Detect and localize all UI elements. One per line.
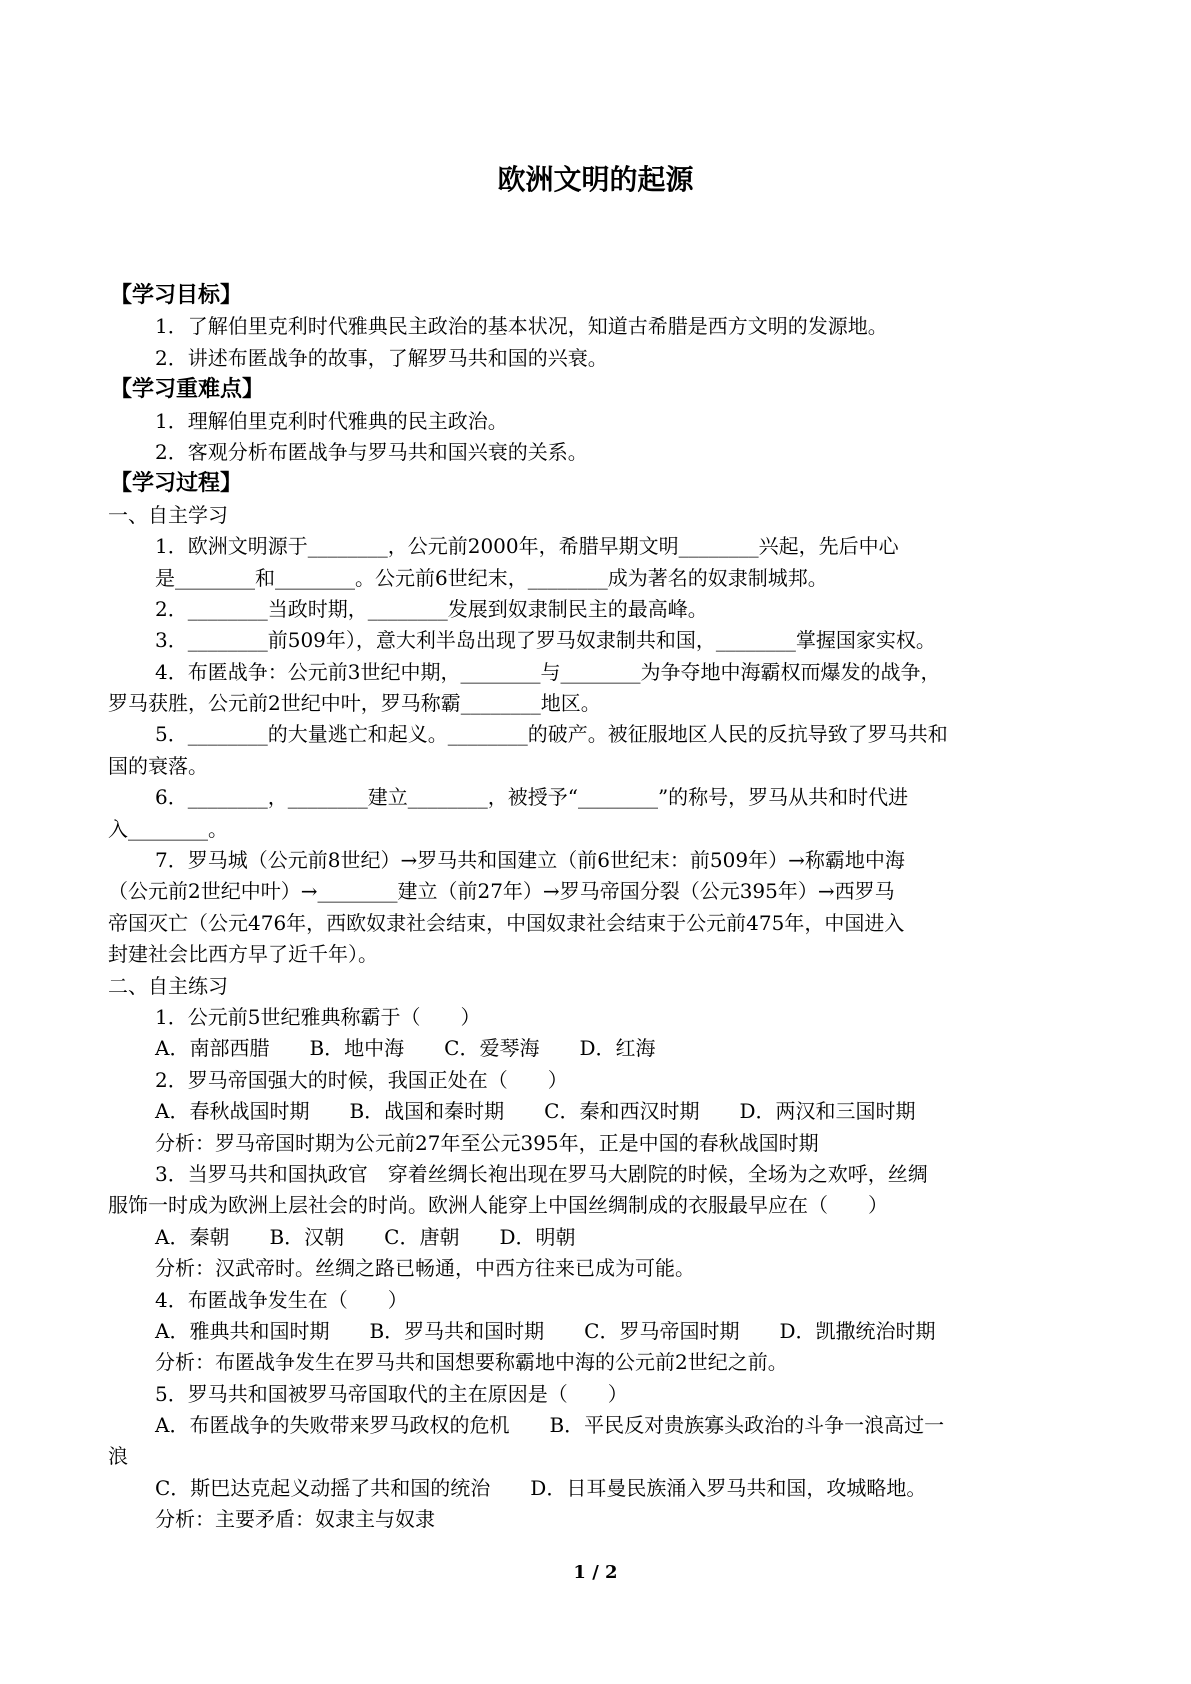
text-line: A．南部西腊 B．地中海 C．爱琴海 D．红海 xyxy=(155,1036,656,1061)
text-line: 3．________前509年），意大利半岛出现了罗马奴隶制共和国，________掌握国家实权。 xyxy=(155,628,936,653)
text-line: 2．罗马帝国强大的时候，我国正处在（ ） xyxy=(155,1067,568,1092)
section-heading: 【学习过程】 xyxy=(110,471,243,497)
text-line: 5．________的大量逃亡和起义。________的破产。被征服地区人民的反抗导致了罗马共和 xyxy=(155,722,948,747)
subsection-heading: 一、自主学习 xyxy=(108,502,228,527)
section-heading: 【学习目标】 xyxy=(110,283,243,308)
text-line: 2．________当政时期，________发展到奴隶制民主的最高峰。 xyxy=(155,596,708,621)
text-line: A．秦朝 B．汉朝 C．唐朝 D．明朝 xyxy=(155,1224,576,1249)
text-line: C．斯巴达克起义动摇了共和国的统治 D．日耳曼民族涌入罗马共和国，攻城略地。 xyxy=(155,1475,927,1500)
page-title: 欧洲文明的起源 xyxy=(497,163,694,196)
text-line: 是________和________。公元前6世纪末，________成为著名的奴隶制城邦。 xyxy=(155,565,828,590)
text-line: （公元前2世纪中叶）→________建立（前27年）→罗马帝国分裂（公元395年）→西罗马 xyxy=(108,879,895,904)
text-line: A．雅典共和国时期 B．罗马共和国时期 C．罗马帝国时期 D．凯撒统治时期 xyxy=(155,1318,936,1343)
text-line: 2．讲述布匿战争的故事，了解罗马共和国的兴衰。 xyxy=(155,345,608,370)
text-line: 服饰一时成为欧洲上层社会的时尚。欧洲人能穿上中国丝绸制成的衣服最早应在（ ） xyxy=(108,1193,888,1218)
page-number: 1 / 2 xyxy=(573,1562,618,1583)
text-line: 5．罗马共和国被罗马帝国取代的主在原因是（ ） xyxy=(155,1381,628,1406)
text-line: 3．当罗马共和国执政官 穿着丝绸长袍出现在罗马大剧院的时候，全场为之欢呼，丝绸 xyxy=(155,1161,928,1186)
text-line: A．春秋战国时期 B．战国和秦时期 C．秦和西汉时期 D．两汉和三国时期 xyxy=(155,1099,916,1124)
text-line: 入________。 xyxy=(108,816,228,841)
text-line: 国的衰落。 xyxy=(108,753,208,778)
text-line: 分析：罗马帝国时期为公元前27年至公元395年，正是中国的春秋战国时期 xyxy=(155,1130,819,1155)
text-line: 罗马获胜，公元前2世纪中叶，罗马称霸________地区。 xyxy=(108,691,601,716)
text-line: 1．公元前5世纪雅典称霸于（ ） xyxy=(155,1004,481,1029)
text-line: 分析：布匿战争发生在罗马共和国想要称霸地中海的公元前2世纪之前。 xyxy=(155,1350,788,1375)
text-line: 7．罗马城（公元前8世纪）→罗马共和国建立（前6世纪末：前509年）→称霸地中海 xyxy=(155,848,905,873)
subsection-heading: 二、自主练习 xyxy=(108,973,228,998)
text-line: 1．了解伯里克利时代雅典民主政治的基本状况，知道古希腊是西方文明的发源地。 xyxy=(155,314,888,339)
section-heading: 【学习重难点】 xyxy=(110,377,265,403)
text-line: 4．布匿战争发生在（ ） xyxy=(155,1287,408,1312)
text-line: 分析：汉武帝时。丝绸之路已畅通，中西方往来已成为可能。 xyxy=(155,1256,695,1281)
text-line: 封建社会比西方早了近千年）。 xyxy=(108,942,378,967)
text-line: A．布匿战争的失败带来罗马政权的危机 B．平民反对贵族寡头政治的斗争一浪高过一 xyxy=(155,1413,945,1438)
text-line: 6．________，________建立________，被授予“________”的称号，罗马从共和时代进 xyxy=(155,785,909,810)
text-line: 浪 xyxy=(108,1444,128,1469)
text-line: 帝国灭亡（公元476年，西欧奴隶社会结束，中国奴隶社会结束于公元前475年，中国进入 xyxy=(108,910,905,935)
text-line: 1．欧洲文明源于________，公元前2000年，希腊早期文明________兴起，先后中心 xyxy=(155,534,899,559)
text-line: 2．客观分析布匿战争与罗马共和国兴衰的关系。 xyxy=(155,439,588,464)
text-line: 1．理解伯里克利时代雅典的民主政治。 xyxy=(155,408,508,433)
text-line: 分析：主要矛盾：奴隶主与奴隶 xyxy=(155,1507,435,1532)
document-body xyxy=(108,280,1093,1536)
text-line: 4．布匿战争：公元前3世纪中期，________与________为争夺地中海霸权而爆发的战争， xyxy=(155,659,941,684)
